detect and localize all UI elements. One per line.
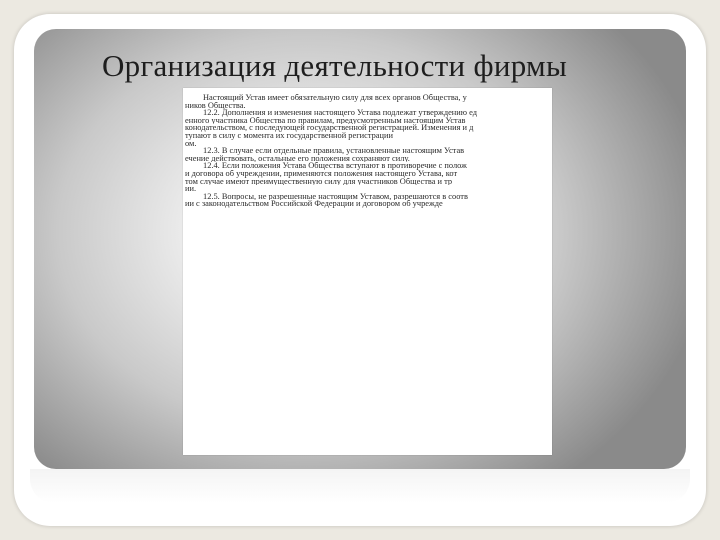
document-line: Настоящий Устав имеет обязательную силу для всех органов Общества, у <box>203 94 467 102</box>
document-line: тупают в силу с момента их государственной регистрации <box>185 131 393 140</box>
document-text <box>185 94 552 208</box>
document-line: 12.4. Если положения Устава Общества вступают в противоречие с полож <box>203 162 467 170</box>
document-line: 12.2. Дополнения и изменения настоящего Устава подлежат утверждению ед <box>203 109 477 117</box>
document-line: енного участника Общества по правилам, предусмотренным настоящим Устав <box>185 116 466 125</box>
document-line: ников Общества. <box>185 101 246 110</box>
document-line: ии с законодательством Российской Федерации и договором об учрежде <box>185 200 443 208</box>
slide-title: Организация деятельности фирмы <box>102 48 568 83</box>
document-line: и договора об учреждении, применяются положения настоящего Устава, кот <box>185 169 458 178</box>
document-line: конодательством, с последующей государственной регистрацией. Изменения и д <box>185 124 474 132</box>
document-line: 12.5. Вопросы, не разрешенные настоящим Уставом, разрешаются в соотв <box>203 192 468 201</box>
document-line: 12.3. В случае если отдельные правила, установленные настоящим Устав <box>203 147 465 155</box>
document-line: том случае имеют преимущественную силу для участников Общества и тр <box>185 177 453 186</box>
document-line: ечение действовать, остальные его положения сохраняют силу. <box>185 154 410 163</box>
document-line: ии. <box>185 185 197 193</box>
document-scan-image <box>183 88 552 455</box>
slide-bottom-strip <box>30 469 690 503</box>
document-line: ом. <box>185 139 197 148</box>
